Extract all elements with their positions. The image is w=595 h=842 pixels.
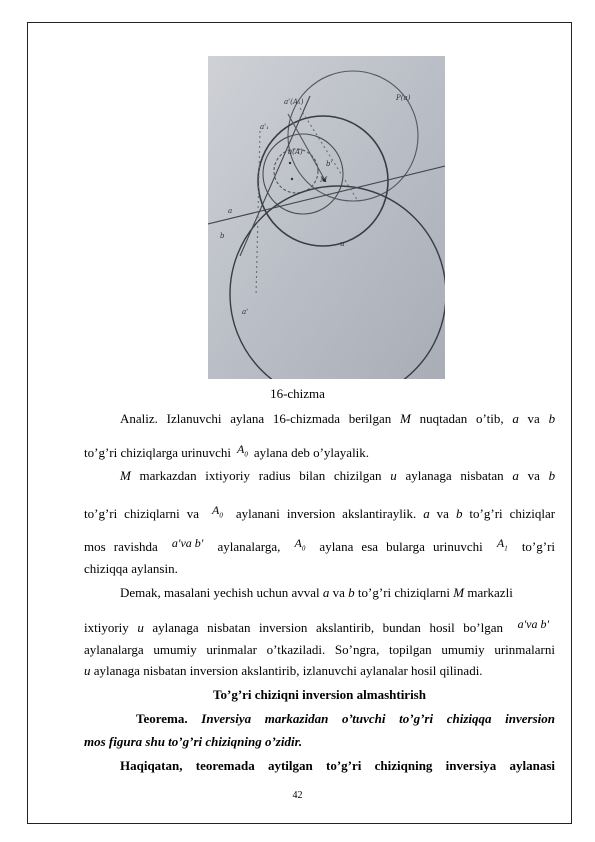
var-m: M <box>400 411 411 426</box>
symbol-text: A <box>294 536 302 550</box>
var-u: u <box>137 620 144 635</box>
theorem-line-1 <box>84 710 555 727</box>
text: aylana esa bularga urinuvchi <box>319 539 483 554</box>
label-circle-a-prime: a' <box>242 308 249 316</box>
label-a-prime-1: a'₁ <box>260 123 269 131</box>
text: Analiz. Izlanuvchi aylana 16-chizmada berilgan <box>120 411 392 426</box>
point-center <box>291 178 293 180</box>
text: chiziqqa aylansin. <box>84 561 178 576</box>
symbol-avab: a'va b' <box>171 536 204 550</box>
var-m: M <box>120 468 131 483</box>
label-a-a: a(A) <box>288 148 303 156</box>
symbol-text: A <box>237 442 245 456</box>
text: ixtiyoriy <box>84 620 129 635</box>
var-a: a <box>512 411 519 426</box>
construction-drawing <box>208 56 445 379</box>
label-circle-p: P(a) <box>396 94 411 102</box>
page-number: 42 <box>292 790 303 801</box>
label-a-prime-a1: a'(A₁) <box>284 98 304 106</box>
var-u: u <box>390 468 397 483</box>
var-b: b <box>548 411 556 426</box>
text: Demak, masalani yechish uchun avval <box>120 585 320 600</box>
text: aylana deb o’ylayalik. <box>253 445 370 460</box>
symbol-sub: 0 <box>219 511 223 520</box>
var-u: u <box>84 663 91 678</box>
theorem-text: Inversiya markazidan o’tuvchi to’g’ri chiziqqa inversion <box>201 711 555 726</box>
var-a: a <box>512 468 519 483</box>
paragraph-3-line-2 <box>84 616 555 636</box>
paragraph-2-line-2 <box>84 502 555 524</box>
text: va <box>527 468 540 483</box>
last-line: Haqiqatan, teoremada aytilgan to’g’ri chiziqning inversiya aylanasi <box>120 758 555 773</box>
theorem-line-2 <box>84 733 555 750</box>
text: va <box>527 411 540 426</box>
symbol-a0 <box>212 502 223 524</box>
text: to’g’ri chiziqlarga urinuvchi <box>84 445 232 460</box>
label-m: M <box>320 176 328 184</box>
symbol-text: A <box>496 536 505 550</box>
section-heading: To’g’ri chiziqni inversion almashtirish <box>213 687 426 702</box>
label-b-prime: b' <box>326 160 333 168</box>
text: va <box>436 506 449 521</box>
var-m: M <box>453 585 465 600</box>
text: aylanaga nisbatan inversion akslantirib, bundan hosil bo’lgan <box>152 620 503 635</box>
text: to’g’ri chiziqlarni <box>357 585 450 600</box>
text: to’g’ri <box>521 539 556 554</box>
var-a: a <box>423 506 430 521</box>
text: mos ravishda <box>84 539 158 554</box>
symbol-sub: 1 <box>504 544 508 553</box>
text: aylanalarga, <box>217 539 281 554</box>
paragraph-3-line-1 <box>84 584 555 601</box>
symbol-a0 <box>237 441 248 463</box>
theorem-label: Teorema. <box>136 711 188 726</box>
figure-caption: 16-chizma <box>270 386 325 401</box>
text: aylanaga nisbatan <box>405 468 504 483</box>
paragraph-2-line-3 <box>84 535 555 557</box>
paragraph-2-line-1 <box>84 467 555 484</box>
symbol-sub: 0 <box>244 450 248 459</box>
paragraph-1-line-1 <box>84 410 555 427</box>
label-line-b: b <box>220 232 225 240</box>
var-b: b <box>548 468 556 483</box>
text: aylanalarga umumiy urinmalar o’tkaziladi. So’ngra, topilgan umumiy urinmalarni <box>84 642 555 657</box>
var-b: b <box>348 585 355 600</box>
paragraph-2-line-4 <box>84 560 555 577</box>
text: aylanani inversion akslantiraylik. <box>235 506 417 521</box>
var-b: b <box>455 506 463 521</box>
label-line-a: a <box>228 207 233 215</box>
point-m <box>289 162 291 164</box>
symbol-a1 <box>497 535 508 557</box>
symbol-sub: 0 <box>301 544 306 553</box>
label-circle-u: u <box>340 240 345 248</box>
paragraph-3-line-4 <box>84 662 555 679</box>
text: to’g’ri chiziqlar <box>469 506 556 521</box>
geometry-figure-photo <box>208 56 445 379</box>
text: to’g’ri chiziqlarni va <box>84 506 200 521</box>
var-a: a <box>322 585 330 600</box>
theorem-text: mos figura shu to’g’ri chiziqning o’zidir. <box>84 734 303 749</box>
paragraph-3-line-3 <box>84 641 555 658</box>
symbol-avab: a'va b' <box>517 617 550 631</box>
text: nuqtadan o’tib, <box>419 411 504 426</box>
symbol-text: A <box>212 503 220 517</box>
paragraph-1-line-2 <box>84 441 555 463</box>
symbol-a0 <box>294 535 305 557</box>
text: markazli <box>467 585 513 600</box>
text: aylanaga nisbatan inversion akslantirib, izlanuvchi aylanalar hosil qilinadi. <box>93 663 483 678</box>
text: va <box>332 585 345 600</box>
text: markazdan ixtiyoriy radius bilan chizilgan <box>139 468 382 483</box>
